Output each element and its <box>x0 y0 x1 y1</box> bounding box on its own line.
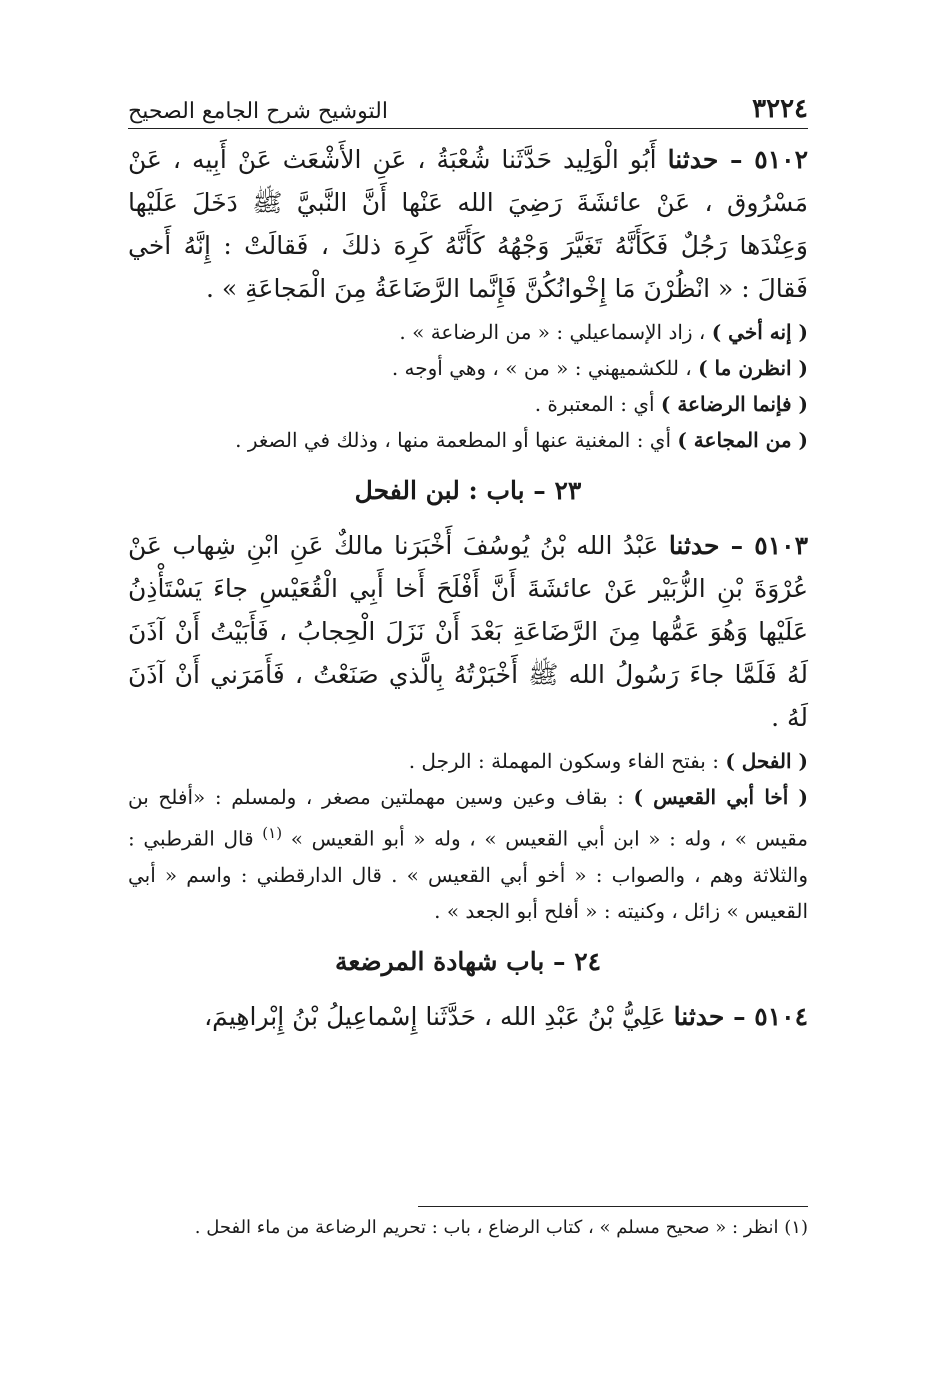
chapter-heading-24: ٢٤ – باب شهادة المرضعة <box>334 946 602 976</box>
chapter-heading-23: ٢٣ – باب : لبن الفحل <box>354 476 582 505</box>
commentary-5102 <box>128 314 808 458</box>
note-line <box>128 422 808 458</box>
page-number: ٣٢٢٤ <box>752 94 808 124</box>
hadith-5102 <box>128 138 808 310</box>
page-header <box>128 84 808 124</box>
note-text: ، للكشميهني : « من » ، وهي أوجه . <box>391 356 692 380</box>
main-text <box>128 138 808 1038</box>
note-term: ( فإنما الرضاعة ) <box>660 392 808 416</box>
footnote-divider <box>418 1206 808 1207</box>
hadith-5103-text: عَبْدُ الله بْنُ يُوسُفَ أَخْبَرَنا مالكٌ عَنِ ابْنِ شِهاب عَنْ عُرْوَةَ بْنِ الزُّبَيْر عَنْ عائشَةَ أَنَّ أَفْلَحَ أَخا أَبِي الْقُعَيْسِ جاءَ يَسْتَأْذِنُ عَلَيْها وَهُوَ عَمُّها مِنَ الرَّضَاعَةِ بَعْدَ أَنْ نَزَلَ الْحِجابُ ، فَأَبَيْتُ أَنْ آذَنَ لَهُ فَلَمَّا جاءَ رَسُولُ الله ﷺ أَخْبَرْتُهُ بِالَّذي صَنَعْتُ ، فَأَمَرَني أَنْ آذَنَ لَهُ . <box>128 531 808 732</box>
hadith-5104-text: عَلِيُّ بْنُ عَبْدِ الله ، حَدَّثَنا إِسْماعِيلُ بْنُ إِبْراهِيمَ، <box>204 1001 666 1031</box>
hadith-5102-number: ٥١٠٢ – حدثنا <box>667 145 808 174</box>
note-text: قال القرطبي : والثلاثة وهم ، والصواب : « أخو أبي القعيس » . قال <box>128 826 808 887</box>
footnote <box>128 1214 808 1242</box>
note-term: ( أخا أبي القعيس ) <box>633 785 808 809</box>
note-term: ( انظرن ما ) <box>698 356 808 380</box>
note-text: ، زاد الإسماعيلي : « من الرضاعة » . <box>399 320 706 344</box>
footnote-marker: (١) <box>784 1217 808 1238</box>
note-text: : بفتح الفاء وسكون المهملة : الرجل . <box>408 749 719 773</box>
note-line <box>128 779 808 929</box>
note-line <box>128 386 808 422</box>
hadith-5103-number: ٥١٠٣ – حدثنا <box>668 531 809 560</box>
running-title: التوشيح شرح الجامع الصحيح <box>128 99 388 124</box>
note-term: ( إنه أخي ) <box>711 320 808 344</box>
footnote-text: انظر : « صحيح مسلم » ، كتاب الرضاع ، باب : تحريم الرضاعة من ماء الفحل . <box>194 1217 779 1238</box>
note-text: «أفلح بن مقيس » ، وله : « ابن أبي القعيس » ، وله « أبو القعيس » <box>128 785 809 851</box>
note-text: أي : المعتبرة . <box>534 392 655 416</box>
hadith-5104-number: ٥١٠٤ – حدثنا <box>673 1001 808 1031</box>
note-text: أي : المغنية عنها أو المطعمة منها ، وذلك في الصغر . <box>235 428 672 452</box>
note-text: : بقاف وعين وسين مهملتين مصغر ، ولمسلم : <box>214 785 624 809</box>
header-divider <box>128 128 808 129</box>
note-line <box>128 350 808 386</box>
commentary-5103 <box>128 743 808 929</box>
hadith-5104 <box>128 995 808 1038</box>
note-text: الدارقطني : واسم « أبي القعيس » زائل ، وكنيته : « أفلح أبو الجعد » . <box>128 862 808 923</box>
note-term: ( الفحل ) <box>725 749 808 773</box>
note-line <box>128 743 808 779</box>
footnote-marker: (١) <box>262 824 283 842</box>
hadith-5102-text: أَبُو الْوَلِيد حَدَّثَنا شُعْبَةُ ، عَنِ الأَشْعَث عَنْ أَبِيه ، عَنْ مَسْرُوق ، عَنْ عائشَةَ رَضِيَ الله عَنْها أَنَّ النَّبيَّ ﷺ دَخَلَ عَلَيْها وَعِنْدَها رَجُلٌ فَكَأَنَّهُ تَغَيَّرَ وَجْهُهُ كَأَنَّهُ كَرِهَ ذلكَ ، فَقالَتْ : إِنَّهُ أَخي فَقالَ : « انْظُرْنَ مَا إِخْوانُكُنَّ فَإِنَّما الرَّضَاعَةُ مِنَ الْمَجاعَةِ » . <box>128 145 808 303</box>
hadith-5103 <box>128 524 808 739</box>
note-term: ( من المجاعة ) <box>677 428 808 452</box>
note-line <box>128 314 808 350</box>
